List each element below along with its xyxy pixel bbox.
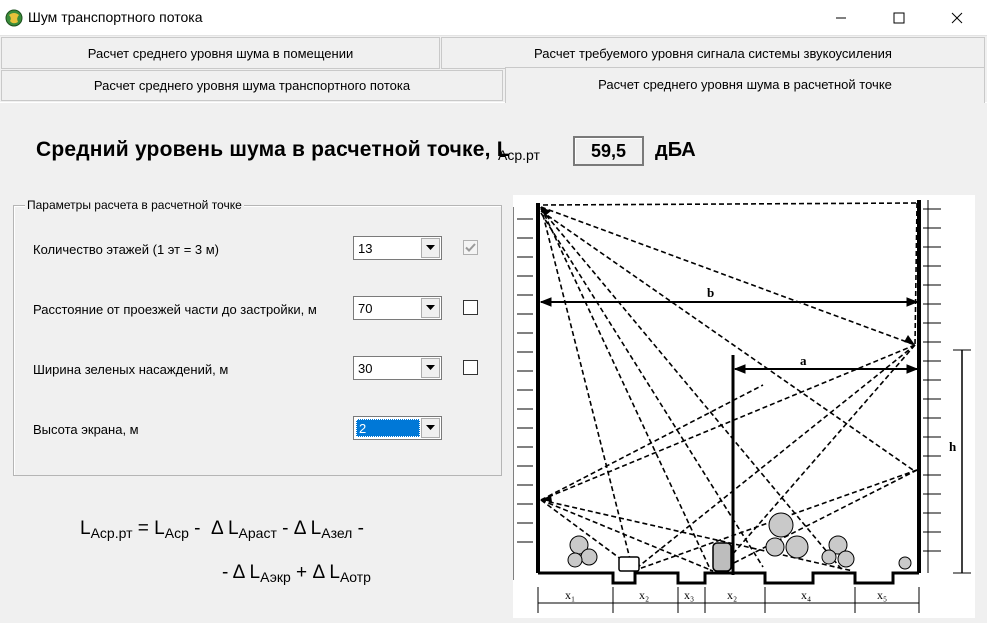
label-b: b: [707, 285, 715, 300]
floors-label: Количество этажей (1 эт = 3 м): [33, 242, 220, 257]
label-x1: x₁: [565, 588, 576, 602]
floors-value: 13: [358, 241, 373, 256]
screen-height-dropdown-button[interactable]: [421, 418, 440, 438]
params-group-title: Параметры расчета в расчетной точке: [27, 198, 242, 212]
chevron-down-icon: [426, 425, 435, 431]
formula-term-5-sub: Аотр: [339, 569, 371, 585]
formula-term-3: Δ L: [293, 518, 322, 539]
floors-dropdown-button[interactable]: [421, 238, 440, 258]
checkmark-icon: [464, 241, 477, 254]
result-subscript: Аср.рт: [498, 147, 540, 163]
tab-label: Расчет требуемого уровня сигнала системы звукоусиления: [534, 45, 892, 61]
formula-term-4: Δ L: [232, 562, 261, 583]
tab-label: Расчет среднего уровня шума транспортного потока: [93, 78, 411, 93]
formula-minus: -: [194, 518, 201, 539]
result-value: 59,5: [590, 140, 627, 161]
tab-label: Расчет среднего уровня шума в расчетной точке: [598, 77, 892, 92]
maximize-icon: [893, 12, 905, 24]
formula-term-1: L: [154, 518, 165, 539]
screen-height-combo[interactable]: [353, 416, 442, 440]
formula-term-2-sub: Араст: [238, 525, 277, 541]
distance-dropdown-button[interactable]: [421, 298, 440, 318]
tab-label: Расчет среднего уровня шума в помещении: [87, 45, 354, 61]
floors-combo[interactable]: [353, 236, 442, 260]
label-x3: x₃: [684, 588, 695, 602]
formula-lhs: L: [80, 518, 91, 539]
formula-line-2: [222, 562, 371, 585]
green-width-label: Ширина зеленых насаждений, м: [33, 362, 229, 377]
formula-line-1: [80, 518, 364, 541]
label-x2: x₂: [639, 588, 650, 602]
label-x4: x₄: [801, 588, 812, 602]
title-bar: [0, 0, 987, 36]
formula-minus: -: [282, 518, 289, 539]
app-icon: [4, 8, 24, 28]
maximize-button[interactable]: [870, 0, 928, 36]
formula-equals: =: [137, 518, 149, 539]
minimize-button[interactable]: [812, 0, 870, 36]
distance-label: Расстояние от проезжей части до застройки, м: [33, 302, 317, 317]
chevron-down-icon: [426, 245, 435, 251]
formula-term-4-sub: Аэкр: [260, 569, 291, 585]
noise-propagation-diagram: [513, 195, 975, 618]
tab-point-noise[interactable]: [505, 67, 985, 103]
screen-height-value: 2: [359, 421, 367, 436]
result-heading: Средний уровень шума в расчетной точке, L: [36, 138, 510, 161]
green-width-dropdown-button[interactable]: [421, 358, 440, 378]
label-x2b: x₂: [727, 588, 738, 602]
chevron-down-icon: [426, 365, 435, 371]
distance-value: 70: [358, 301, 373, 316]
formula-minus: -: [222, 562, 229, 583]
green-width-value: 30: [358, 361, 373, 376]
label-a: a: [800, 353, 807, 368]
formula-plus: +: [296, 562, 308, 583]
distance-checkbox[interactable]: [463, 300, 478, 315]
tab-traffic-noise[interactable]: [1, 70, 503, 101]
formula-term-1-sub: Аср: [164, 525, 189, 541]
result-unit: дБА: [655, 139, 696, 161]
green-width-checkbox[interactable]: [463, 360, 478, 375]
screen-height-label: Высота экрана, м: [33, 422, 139, 437]
chevron-down-icon: [426, 305, 435, 311]
formula-term-5: Δ L: [312, 562, 340, 583]
formula-lhs-sub: Аср.рт: [90, 525, 133, 541]
result-symbol-sub: [498, 138, 540, 163]
screen-height-selection: [356, 419, 420, 437]
formula-minus: -: [357, 518, 364, 539]
tab-sound-reinforcement[interactable]: [441, 37, 985, 69]
green-width-combo[interactable]: [353, 356, 442, 380]
close-button[interactable]: [928, 0, 986, 36]
label-h: h: [949, 439, 957, 454]
distance-combo[interactable]: [353, 296, 442, 320]
floors-checkbox[interactable]: [463, 240, 478, 255]
label-x5: x₅: [877, 588, 888, 602]
window-title: Шум транспортного потока: [28, 9, 203, 25]
tab-room-noise[interactable]: [1, 37, 440, 69]
result-value-box: [573, 136, 644, 166]
formula-term-3-sub: Азел: [321, 525, 353, 541]
formula-term-2: Δ L: [211, 518, 239, 539]
minimize-icon: [835, 12, 847, 24]
close-icon: [951, 12, 963, 24]
